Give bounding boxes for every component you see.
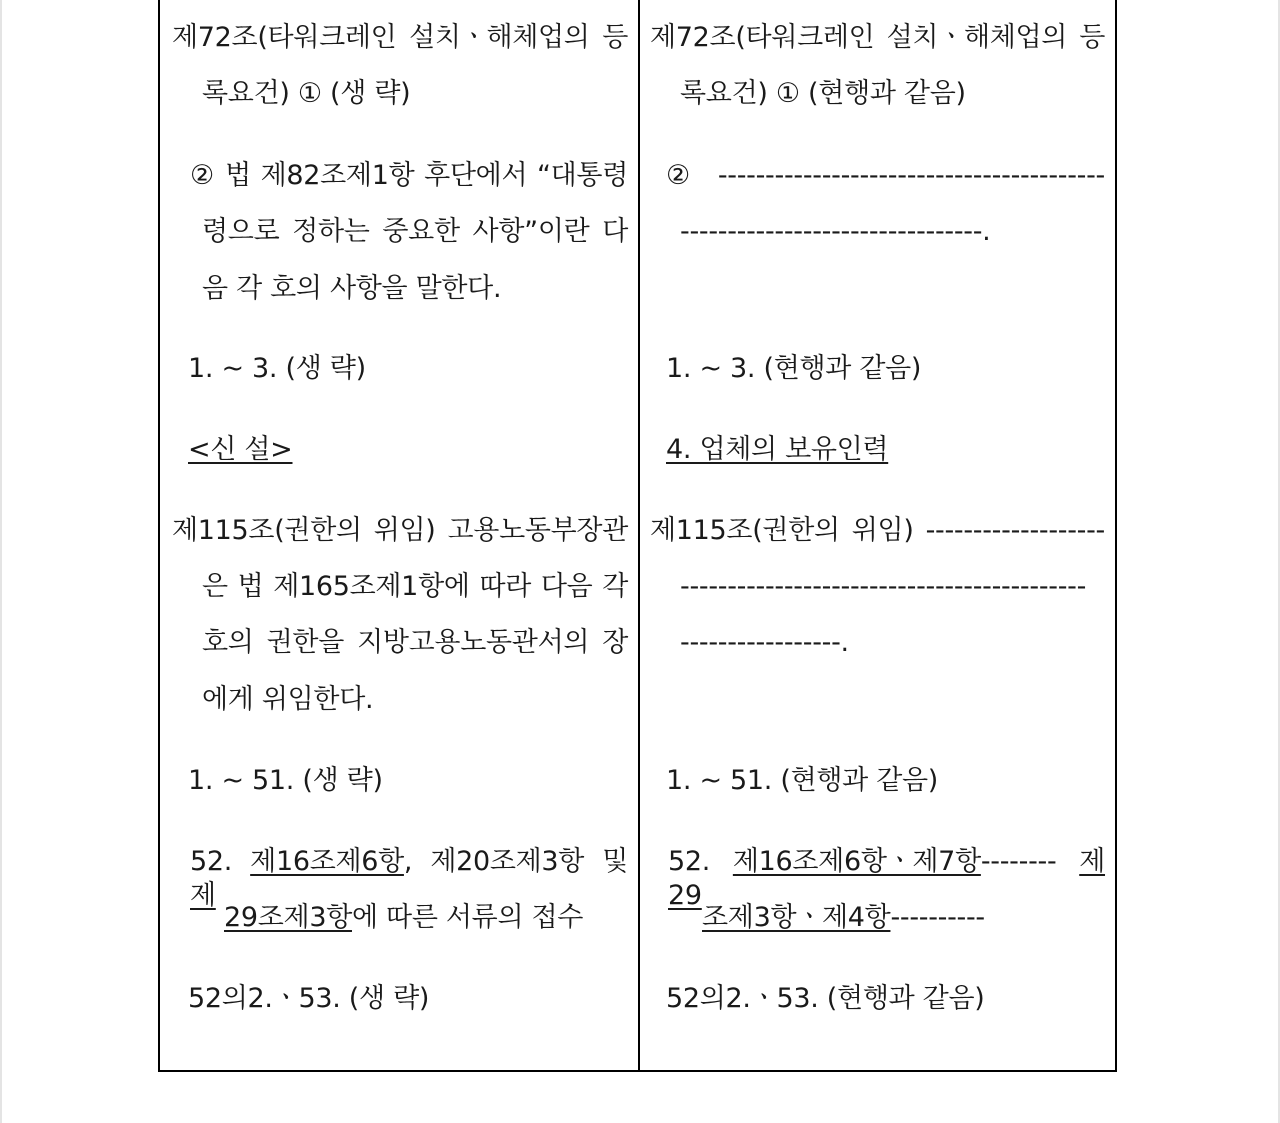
article-115-line-4: 에게 위임한다. bbox=[202, 684, 374, 715]
article-72-para-2-line-1: ② 법 제82조제1항 후단에서 “대통령 bbox=[190, 160, 628, 191]
article-115-heading: 제115조(권한의 위임) 고용노동부장관 bbox=[172, 515, 628, 546]
current-text-column bbox=[160, 0, 638, 1070]
items-1-51: 1. ~ 51. (현행과 같음) bbox=[666, 765, 939, 796]
article-72-para-1: 록요건) ① (생 략) bbox=[202, 78, 411, 109]
new-item-placeholder: <신 설> bbox=[188, 434, 293, 465]
item-52-line-2: 29조제3항에 따른 서류의 접수 bbox=[224, 902, 584, 933]
items-1-3: 1. ~ 3. (현행과 같음) bbox=[666, 353, 922, 384]
items-52-2-53: 52의2.ㆍ53. (현행과 같음) bbox=[666, 983, 985, 1014]
item-52-line-2: 조제3항ㆍ제4항---------- bbox=[702, 902, 985, 933]
new-item-4: 4. 업체의 보유인력 bbox=[666, 434, 889, 465]
article-115-line-2: ------------------------------------------- bbox=[680, 571, 1087, 602]
comparison-table bbox=[158, 0, 1117, 1072]
item-52-line-1: 52. 제16조제6항, 제20조제3항 및 제 bbox=[190, 846, 628, 911]
article-115-line-3: 호의 권한을 지방고용노동관서의 장 bbox=[202, 627, 628, 658]
page-edge-left bbox=[0, 0, 2, 1123]
article-72-heading: 제72조(타워크레인 설치ㆍ해체업의 등 bbox=[650, 22, 1105, 53]
items-1-3: 1. ~ 3. (생 략) bbox=[188, 353, 366, 384]
article-72-para-1: 록요건) ① (현행과 같음) bbox=[680, 78, 966, 109]
article-115-heading: 제115조(권한의 위임) ------------------- bbox=[650, 515, 1105, 546]
article-72-heading: 제72조(타워크레인 설치ㆍ해체업의 등 bbox=[172, 22, 628, 53]
article-115-line-2: 은 법 제165조제1항에 따라 다음 각 bbox=[202, 571, 628, 602]
item-52-line-1: 52. 제16조제6항ㆍ제7항-------- 제29 bbox=[668, 846, 1106, 911]
article-115-line-3: -----------------. bbox=[680, 627, 849, 658]
amended-text-column bbox=[640, 0, 1115, 1070]
article-72-para-2-line-1: ② ----------------------------------------- bbox=[666, 160, 1105, 191]
article-72-para-2-line-2: 령으로 정하는 중요한 사항”이란 다 bbox=[202, 216, 628, 247]
article-72-para-2-line-2: --------------------------------. bbox=[680, 216, 991, 247]
items-1-51: 1. ~ 51. (생 략) bbox=[188, 765, 383, 796]
article-72-para-2-line-3: 음 각 호의 사항을 말한다. bbox=[202, 273, 502, 304]
items-52-2-53: 52의2.ㆍ53. (생 략) bbox=[188, 983, 430, 1014]
